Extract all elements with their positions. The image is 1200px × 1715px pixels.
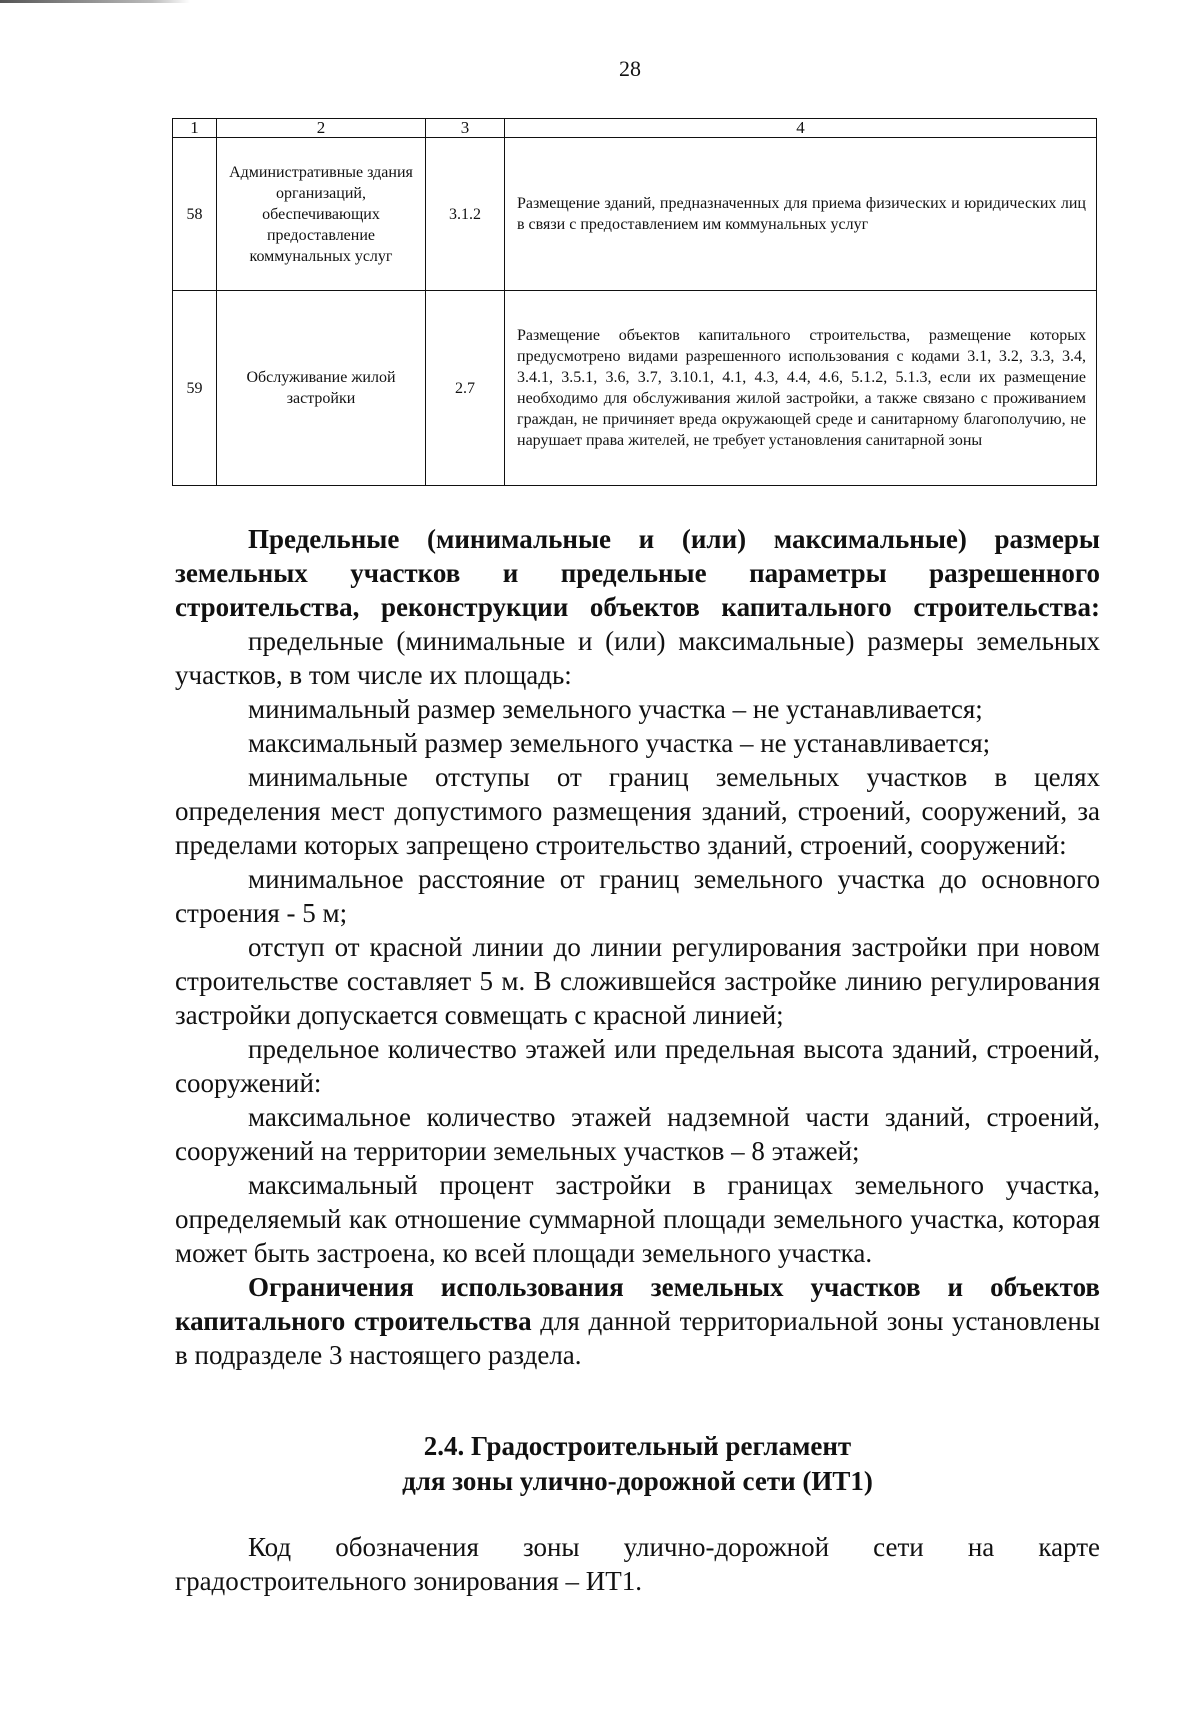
use-type-code: 2.7 <box>426 291 505 486</box>
subsection-body <box>175 1530 1100 1598</box>
use-type-code: 3.1.2 <box>426 138 505 291</box>
table-row <box>173 138 1097 291</box>
paragraph: максимальный размер земельного участка – не устанавливается; <box>248 728 991 758</box>
section-heading-line-3: строительства, реконструкции объектов капитального строительства: <box>175 592 1100 622</box>
paragraph: минимальное расстояние от границ земельного участка до основного строения - 5 м; <box>175 864 1100 928</box>
scan-edge-mark <box>0 0 190 3</box>
row-number: 58 <box>173 138 217 291</box>
use-type-name: Административные здания организаций, обеспечивающих предоставление коммунальных услуг <box>217 138 426 291</box>
subsection-title <box>175 1429 1100 1499</box>
paragraph: отступ от красной линии до линии регулирования застройки при новом строительстве составляет 5 м. В сложившейся застройке линию регулирования застройки допускается совмещать с красной линией; <box>175 932 1100 1030</box>
paragraph: максимальное количество этажей надземной части зданий, строений, сооружений на территории земельных участков – 8 этажей; <box>175 1102 1100 1166</box>
paragraph: максимальный процент застройки в границах земельного участка, определяемый как отношение суммарной площади земельного участка, которая может быть застроена, ко всей площади земельного участка. <box>175 1170 1100 1268</box>
restrictions-lead: Ограничения использования земельных участков и объектов капитального строительства <box>175 1272 1100 1336</box>
column-header-2: 2 <box>217 119 426 138</box>
use-type-description: Размещение объектов капитального строительства, размещение которых предусмотрено видами разрешенного использования с кодами 3.1, 3.2, 3.3, 3.4, 3.4.1, 3.5.1, 3.6, 3.7, 3.10.1, 4.1, 4.3, 4.4, 4.6, 5.1.2, 5.1.3, если их размещение необходимо для обслуживания жилой застройки, а также связано с проживанием граждан, не причиняет вреда окружающей среде и санитарному благополучию, не нарушает права жителей, не требует установления санитарной зоны <box>505 291 1097 486</box>
use-type-name: Обслуживание жилой застройки <box>217 291 426 486</box>
paragraph: предельное количество этажей или предельная высота зданий, строений, сооружений: <box>175 1034 1100 1098</box>
subsection-title-line-2: для зоны улично-дорожной сети (ИТ1) <box>402 1466 873 1496</box>
section-limits <box>175 522 1100 1372</box>
table-row <box>173 291 1097 486</box>
use-type-description: Размещение зданий, предназначенных для приема физических и юридических лиц в связи с предоставлением им коммунальных услуг <box>505 138 1097 291</box>
paragraph: минимальные отступы от границ земельных участков в целях определения мест допустимого размещения зданий, строений, сооружений, за пределами которых запрещено строительство зданий, строений, сооружений: <box>175 762 1100 860</box>
paragraph: предельные (минимальные и (или) максимальные) размеры земельных участков, в том числе их площадь: <box>175 626 1100 690</box>
row-number: 59 <box>173 291 217 486</box>
table-header-row <box>173 119 1097 138</box>
column-header-4: 4 <box>505 119 1097 138</box>
paragraph: минимальный размер земельного участка – не устанавливается; <box>248 694 983 724</box>
page-number: 28 <box>619 56 641 81</box>
section-heading-line-2: земельных участков и предельные параметры разрешенного <box>175 558 1100 588</box>
section-heading-line-1: Предельные (минимальные и (или) максимальные) размеры <box>248 524 1100 554</box>
column-header-1: 1 <box>173 119 217 138</box>
subsection-title-line-1: 2.4. Градостроительный регламент <box>423 1431 852 1461</box>
land-use-table <box>172 118 1097 486</box>
restrictions-rest: для данной территориальной зоны установлены в подразделе 3 настоящего раздела. <box>175 1306 1100 1370</box>
restrictions-paragraph <box>175 1270 1100 1372</box>
paragraph: Код обозначения зоны улично-дорожной сети на карте градостроительного зонирования – ИТ1. <box>175 1532 1100 1596</box>
column-header-3: 3 <box>426 119 505 138</box>
